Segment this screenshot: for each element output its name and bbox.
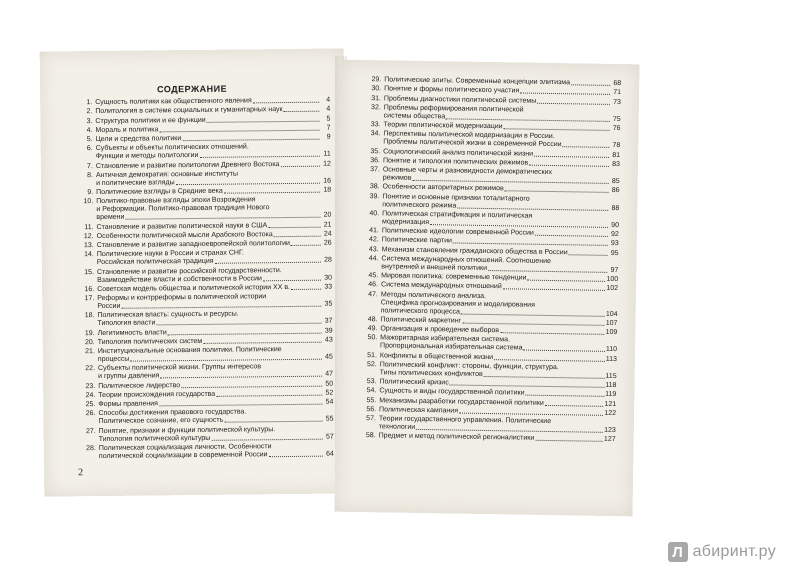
toc-entry-number: 57. xyxy=(366,415,376,423)
toc-entry-number: 30. xyxy=(371,85,382,93)
toc-entry-number: 9. xyxy=(87,189,94,197)
toc-entry-number: 4. xyxy=(86,126,93,134)
dot-leader xyxy=(569,254,608,256)
toc-entry-page: 121 xyxy=(604,400,617,408)
toc-entry-number: 58. xyxy=(365,432,376,440)
toc-entry-title: Политический кризис xyxy=(379,378,449,387)
toc-entry-number: 34. xyxy=(370,130,381,138)
toc-entry-page: 33 xyxy=(324,283,333,291)
toc-entry-title: политической социализации в современной России xyxy=(98,450,268,460)
watermark xyxy=(668,542,776,562)
toc-entry-number: 14. xyxy=(84,251,94,259)
dot-leader xyxy=(253,102,319,104)
toc-entry xyxy=(77,143,331,162)
toc-entry-page: 113 xyxy=(605,355,617,363)
toc-entry-title: Понятие и формы политического участия xyxy=(384,85,520,95)
dot-leader xyxy=(457,207,608,210)
toc-entry xyxy=(78,266,332,285)
toc-entry-number: 26. xyxy=(85,410,96,418)
toc-entry-title: Организация и проведение выборов xyxy=(380,325,500,335)
toc-entry-title: Проблемы политической жизни в современной России xyxy=(383,138,562,149)
toc-entry-page: 30 xyxy=(324,274,333,282)
dot-leader xyxy=(446,118,610,122)
toc-entry-title: Предмет и метод политической регионалистики xyxy=(378,432,535,443)
dot-leader xyxy=(520,93,610,95)
toc-entry-page: 110 xyxy=(605,346,618,354)
toc-entry-page: 43 xyxy=(324,336,333,344)
toc-entry-title: Специфика прогнозирования и моделирования xyxy=(380,298,535,309)
toc-entry-page: 88 xyxy=(611,204,620,212)
dot-leader xyxy=(291,288,321,289)
toc-entry-page: 127 xyxy=(603,436,616,444)
toc-entry-title: Теории политической модернизации xyxy=(383,121,503,131)
toc-entry xyxy=(362,291,618,319)
toc-list-left xyxy=(76,97,334,463)
toc-entry-page: 86 xyxy=(611,187,620,195)
right-page xyxy=(334,60,639,517)
toc-list-right xyxy=(360,76,622,445)
toc-entry-page: 20 xyxy=(323,211,332,219)
toc-entry-title: Особенности авторитарных режимов xyxy=(382,183,504,193)
toc-entry-page: 39 xyxy=(324,327,333,335)
toc-entry-title: Сущность и виды государственной политики xyxy=(379,387,525,397)
toc-entry-title: Политическая стратификация и политическая xyxy=(382,210,533,220)
dot-leader xyxy=(525,395,604,397)
toc-entry-page: 83 xyxy=(612,160,621,168)
toc-entry-number: 31. xyxy=(371,94,382,102)
toc-entry-title: Политическая власть: сущность и ресурсы. xyxy=(97,310,239,320)
toc-entry-page: 4 xyxy=(326,105,331,113)
toc-entry-title: Механизмы разработки государственной политики xyxy=(379,396,544,407)
toc-entry-title: Реформы и контрреформы в политической истории xyxy=(97,293,267,303)
dot-leader xyxy=(176,182,320,185)
toc-entry-title: Политические элиты. Современные концепции элитизма xyxy=(384,76,571,87)
toc-entry xyxy=(79,346,333,365)
toc-entry-page: 37 xyxy=(324,317,333,325)
toc-entry-page: 102 xyxy=(606,285,619,293)
dot-leader xyxy=(416,429,603,433)
toc-entry-number: 29. xyxy=(371,76,382,84)
toc-entry-number: 28. xyxy=(86,444,96,452)
dot-leader xyxy=(160,376,322,379)
page-number: 2 xyxy=(78,467,84,479)
toc-entry-title: России xyxy=(97,302,121,311)
toc-entry-title: Проблемы диагностики политической системы xyxy=(383,94,537,105)
toc-entry-number: 27. xyxy=(85,427,96,435)
dot-leader xyxy=(500,332,605,335)
toc-entry-number: 2. xyxy=(86,108,93,116)
toc-entry-page: 64 xyxy=(326,450,334,458)
toc-entry-number: 48. xyxy=(367,315,378,324)
labirint-logo-icon: Л xyxy=(668,542,688,562)
toc-entry-number: 53. xyxy=(366,378,377,386)
toc-entry-title: Российская политическая традиция xyxy=(96,258,214,267)
dot-leader xyxy=(224,421,322,423)
dot-leader xyxy=(156,323,321,326)
toc-entry-page: 81 xyxy=(612,151,621,159)
dot-leader xyxy=(280,165,319,166)
toc-heading: СОДЕРЖАНИЕ xyxy=(156,83,228,95)
toc-entry-number: 24. xyxy=(85,391,96,399)
toc-entry-page: 109 xyxy=(605,328,618,337)
toc-entry-number: 11. xyxy=(84,223,94,231)
toc-entry xyxy=(80,425,334,444)
toc-entry-title: Перспективы политической модернизации в России. xyxy=(383,130,555,141)
toc-entry xyxy=(77,169,331,188)
toc-entry-number: 42. xyxy=(368,236,379,244)
dot-leader xyxy=(562,146,609,148)
toc-entry-title: системы общества xyxy=(383,112,446,121)
toc-entry-title: Политическое лидерство xyxy=(98,381,181,390)
dot-leader xyxy=(488,270,607,273)
toc-entry-page: 107 xyxy=(605,319,618,327)
toc-entry-page: 7 xyxy=(326,124,331,132)
toc-entry-page: 104 xyxy=(605,310,618,318)
dot-leader xyxy=(462,322,605,325)
toc-entry-title: процессы xyxy=(97,355,130,364)
toc-entry-page: 71 xyxy=(613,89,622,97)
toc-entry-page: 73 xyxy=(613,98,621,106)
toc-entry-title: Функции и методы политологии xyxy=(95,152,199,161)
toc-entry-title: Субъекты политической жизни. Группы интересов xyxy=(97,363,262,373)
toc-entry-title: Политический маркетинг xyxy=(380,316,462,325)
toc-entry-number: 51. xyxy=(367,351,377,359)
toc-entry-title: Политическая социализация личности. Особенности xyxy=(98,442,272,452)
toc-entry-number: 1. xyxy=(86,99,93,107)
dot-leader xyxy=(503,288,606,291)
toc-entry-title: политического режима xyxy=(382,200,457,210)
toc-entry-title: Взаимодействие власти и собственности в России xyxy=(97,274,262,284)
toc-entry-page: 115 xyxy=(605,372,617,380)
toc-entry-number: 35. xyxy=(370,147,381,155)
toc-entry-title: Цели и средства политики xyxy=(95,135,182,144)
dot-leader xyxy=(505,191,609,194)
toc-entry-title: Теории происхождения государства xyxy=(98,390,216,399)
toc-entry-page: 90 xyxy=(611,221,620,229)
toc-entry-title: Теории государственного управления. Политические xyxy=(378,415,552,426)
toc-entry-number: 47. xyxy=(368,290,378,298)
toc-entry-title: Система международных отношений xyxy=(380,281,502,291)
toc-entry xyxy=(80,442,334,461)
toc-entry-number: 56. xyxy=(366,405,377,414)
toc-entry xyxy=(79,363,333,382)
toc-entry-title: Легитимность власти xyxy=(97,328,167,337)
toc-entry-page: 24 xyxy=(323,230,332,238)
toc-entry-number: 33. xyxy=(370,121,381,129)
left-page xyxy=(40,48,349,496)
toc-entry-page: 55 xyxy=(325,415,334,423)
toc-entry-number: 40. xyxy=(369,209,380,218)
toc-entry-page: 18 xyxy=(323,186,332,194)
toc-entry-title: технологии xyxy=(378,423,416,431)
dot-leader xyxy=(494,359,605,362)
toc-entry-number: 3. xyxy=(86,117,93,125)
toc-entry-title: Сущность политики как общественного явления xyxy=(95,97,252,107)
toc-entry-title: политического процесса xyxy=(380,306,460,316)
watermark-text: абиринт.ру xyxy=(692,543,776,560)
toc-entry-number: 38. xyxy=(369,183,380,191)
dot-leader xyxy=(291,245,321,246)
toc-entry-title: Основные черты и разновидности демократических xyxy=(382,166,553,177)
toc-entry-page: 92 xyxy=(611,230,619,239)
toc-entry-title: Становление и развитие политической науки в США xyxy=(96,221,268,231)
toc-entry xyxy=(78,293,332,312)
toc-entry-page: 100 xyxy=(606,275,619,284)
toc-entry-number: 6. xyxy=(86,145,93,153)
toc-entry-page: 54 xyxy=(325,398,334,406)
toc-entry-number: 18. xyxy=(84,312,95,320)
toc-entry-number: 16. xyxy=(84,285,95,293)
toc-entry-title: Политическая кампания xyxy=(379,406,459,415)
toc-entry-title: Политические партии xyxy=(381,236,452,245)
toc-entry-number: 41. xyxy=(369,227,379,235)
toc-entry-page: 78 xyxy=(612,142,621,150)
dot-leader xyxy=(459,412,603,415)
toc-entry-number: 23. xyxy=(85,382,96,390)
toc-entry-page: 52 xyxy=(325,389,334,397)
dot-leader xyxy=(545,404,604,406)
toc-entry-title: Механизм становления гражданского общества в России xyxy=(381,245,568,256)
toc-entry-number: 44. xyxy=(368,254,379,263)
dot-leader xyxy=(269,455,323,457)
toc-entry-title: Типология политических систем xyxy=(97,337,203,346)
dot-leader xyxy=(211,438,322,440)
toc-entry-title: Конфликты в общественной жизни xyxy=(379,351,494,361)
toc-entry-number: 21. xyxy=(85,348,95,356)
toc-entry-page: 122 xyxy=(604,409,617,417)
dot-leader xyxy=(181,385,322,387)
toc-entry-title: Политико-правовые взгляды эпохи Возрождения xyxy=(96,196,256,206)
toc-entry-title: Политические науки в России и странах СНГ. xyxy=(96,249,244,259)
toc-entry-title: Институциональные основания политики. Политические xyxy=(97,346,282,356)
toc-entry-number: 20. xyxy=(84,338,95,346)
toc-entry-page: 97 xyxy=(610,266,619,274)
toc-entry-title: Особенности политической мысли Арабского Востока xyxy=(96,230,273,240)
toc-entry-title: Проблемы реформирования политической xyxy=(383,104,524,114)
toc-entry-title: внутренней и внешней политики xyxy=(381,263,488,272)
toc-entry-title: Типология власти xyxy=(97,319,156,328)
toc-entry-number: 19. xyxy=(84,329,95,337)
toc-entry-title: Политология в системе социальных и гуманитарных наук xyxy=(95,106,283,116)
toc-entry-title: Понятие и типология политических режимов xyxy=(382,157,529,167)
toc-entry-page: 26 xyxy=(323,239,332,247)
toc-entry-number: 52. xyxy=(366,360,377,369)
toc-entry-page: 11 xyxy=(323,150,331,158)
toc-entry-title: Становление и развитие западноевропейской политологии xyxy=(96,239,290,250)
dot-leader xyxy=(268,226,320,228)
toc-entry-page: 68 xyxy=(613,79,622,88)
toc-entry-title: Мировая политика: современные тенденции xyxy=(381,272,527,282)
toc-entry-title: Формы правления xyxy=(98,400,158,409)
dot-leader xyxy=(529,164,609,166)
dot-leader xyxy=(159,129,319,132)
toc-entry-page: 57 xyxy=(325,433,334,441)
dot-leader xyxy=(168,332,322,335)
toc-entry-title: Античная демократия: основные институты xyxy=(95,170,239,179)
dot-leader xyxy=(484,376,605,379)
toc-entry-page: 123 xyxy=(604,426,616,435)
toc-entry xyxy=(78,310,332,329)
dot-leader xyxy=(216,394,322,396)
toc-entry-title: Методы политического анализа. xyxy=(380,290,487,300)
toc-entry-title: Политическое сознание, его сущность xyxy=(98,416,224,426)
dot-leader xyxy=(527,280,605,282)
toc-entry-title: Структура политики и ее функции xyxy=(95,116,206,125)
toc-entry-number: 22. xyxy=(85,365,96,373)
toc-entry-number: 25. xyxy=(85,401,96,409)
toc-entry-page: 5 xyxy=(326,115,331,123)
dot-leader xyxy=(130,359,322,362)
dot-leader xyxy=(215,262,321,264)
toc-entry-title: Политические идеологии современной России xyxy=(381,227,534,237)
toc-entry-number: 37. xyxy=(370,166,380,174)
toc-entry-number: 54. xyxy=(366,387,377,395)
toc-entry-page: 119 xyxy=(605,391,617,399)
dot-leader xyxy=(121,306,321,309)
toc-entry-page: 75 xyxy=(612,115,621,123)
toc-entry-title: Политический конфликт: стороны, функции, структура. xyxy=(379,361,559,371)
toc-entry-title: Пропорциональная избирательная система xyxy=(380,342,523,352)
toc-entry-title: Советская модель общества и политической истории XX в. xyxy=(97,283,291,293)
dot-leader xyxy=(535,235,608,237)
toc-entry-title: Субъекты и объекты политических отношений. xyxy=(95,143,249,153)
toc-entry-page: 21 xyxy=(323,221,332,229)
toc-entry-page: 50 xyxy=(325,380,334,388)
toc-entry xyxy=(79,408,333,427)
toc-entry-title: Система международных отношений. Соотношение xyxy=(381,255,551,265)
toc-entry-title: Понятие, признаки и функции политической культуры. xyxy=(98,425,276,435)
toc-entry-page: 85 xyxy=(611,177,620,186)
toc-entry-title: и Реформации. Политико-правовая традиция Нового xyxy=(96,204,270,214)
toc-entry-page: 12 xyxy=(323,160,331,168)
toc-entry-page: 76 xyxy=(612,124,621,133)
toc-entry-number: 39. xyxy=(369,192,380,200)
toc-entry-number: 43. xyxy=(368,245,379,253)
toc-entry-page: 47 xyxy=(325,370,334,378)
toc-entry-number: 15. xyxy=(84,268,95,276)
toc-entry-title: и группы давления xyxy=(98,372,160,381)
toc-entry-number: 49. xyxy=(367,325,378,333)
dot-leader xyxy=(182,139,319,141)
toc-entry-title: режимов xyxy=(382,174,412,182)
toc-entry-page: 35 xyxy=(324,300,333,308)
toc-entry-number: 17. xyxy=(84,295,95,303)
toc-entry-title: Типы политических конфликтов xyxy=(379,369,483,378)
toc-entry xyxy=(78,249,332,268)
toc-entry-number: 5. xyxy=(86,136,93,144)
toc-entry-page: 93 xyxy=(610,240,619,248)
toc-entry-title: Мажоритарная избирательная система. xyxy=(380,334,511,344)
toc-entry-page: 118 xyxy=(605,381,617,390)
dot-leader xyxy=(537,102,610,104)
dot-leader xyxy=(523,350,604,352)
toc-entry-number: 8. xyxy=(87,171,94,179)
toc-entry-page: 95 xyxy=(610,249,619,257)
dot-leader xyxy=(453,243,608,246)
toc-entry-number: 55. xyxy=(366,396,377,404)
dot-leader xyxy=(284,111,320,112)
toc-entry-title: Типология политической культуры xyxy=(98,434,211,443)
toc-entry-title: Становление и развитие российской государственности. xyxy=(96,266,282,276)
toc-entry-number: 45. xyxy=(368,272,379,280)
dot-leader xyxy=(207,120,320,122)
toc-entry-page: 28 xyxy=(324,256,332,264)
toc-entry-number: 50. xyxy=(367,334,378,342)
toc-entry-number: 46. xyxy=(368,281,379,289)
dot-leader xyxy=(199,156,319,158)
dot-leader xyxy=(203,341,321,343)
dot-leader xyxy=(159,404,322,407)
toc-entry-number: 36. xyxy=(370,156,381,165)
toc-entry-page: 9 xyxy=(326,133,331,141)
toc-entry-page: 16 xyxy=(323,177,332,185)
toc-entry-page: 45 xyxy=(325,353,333,361)
toc-entry-title: Мораль и политика xyxy=(95,126,159,134)
dot-leader xyxy=(450,384,605,387)
dot-leader xyxy=(274,235,321,236)
toc-entry-title: Понятие и основные признаки тоталитарного xyxy=(382,192,530,203)
toc-entry-number: 7. xyxy=(86,162,93,170)
toc-entry-title: и политические взгляды xyxy=(96,178,175,187)
toc-entry-title: модернизация xyxy=(381,218,430,226)
toc-entry-title: Социологический анализ политической жизни xyxy=(383,147,534,158)
dot-leader xyxy=(430,224,608,228)
toc-entry xyxy=(77,196,331,223)
toc-entry-page: 4 xyxy=(326,96,331,104)
toc-entry-title: времени xyxy=(96,213,125,222)
dot-leader xyxy=(461,313,605,316)
toc-entry-number: 10. xyxy=(83,198,94,206)
toc-entry-title: Способы достижения правового государства. xyxy=(98,408,247,418)
toc-entry-number: 32. xyxy=(371,103,381,112)
toc-entry-title: Политические взгляды в Средние века xyxy=(96,187,223,197)
toc-entry-number: 12. xyxy=(83,232,94,240)
toc-entry-number: 13. xyxy=(83,242,94,250)
dot-leader xyxy=(504,128,610,131)
dot-leader xyxy=(534,155,609,157)
dot-leader xyxy=(224,192,320,194)
toc-entry-title: Становление и развитие политологии Древнего Востока xyxy=(95,160,280,170)
dot-leader xyxy=(125,217,320,220)
dot-leader xyxy=(535,440,603,442)
dot-leader xyxy=(263,279,321,281)
dot-leader xyxy=(571,84,610,86)
